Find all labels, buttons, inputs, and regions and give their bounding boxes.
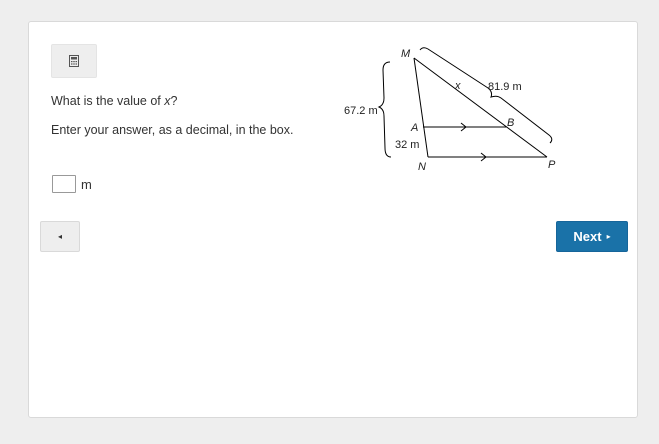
answer-row <box>52 175 92 193</box>
answer-unit: m <box>81 176 92 192</box>
previous-button[interactable] <box>40 221 80 252</box>
question-prefix: What is the value of <box>51 94 165 108</box>
label-A: A <box>411 122 419 134</box>
calculator-button[interactable] <box>51 44 97 78</box>
length-MN: 67.2 m <box>344 105 378 117</box>
next-button-label: Next <box>573 229 602 244</box>
label-P: P <box>548 159 556 171</box>
label-B: B <box>507 117 515 129</box>
label-N: N <box>418 161 426 173</box>
side-MP <box>414 58 547 157</box>
brace-MN <box>379 62 391 157</box>
question-text <box>51 94 177 108</box>
right-arrow-icon: ▸ <box>606 232 611 241</box>
calculator-icon <box>69 55 79 67</box>
question-suffix: ? <box>170 94 178 108</box>
instruction-text: Enter your answer, as a decimal, in the box. <box>51 123 294 137</box>
question-variable: x <box>164 94 171 108</box>
answer-input[interactable] <box>52 175 76 193</box>
length-AN: 32 m <box>395 139 420 151</box>
length-MP: 81.9 m <box>488 81 522 93</box>
label-M: M <box>401 48 411 60</box>
question-card <box>28 21 638 418</box>
next-button[interactable] <box>556 221 628 252</box>
brace-MP <box>420 48 552 143</box>
left-arrow-icon: ◂ <box>57 232 62 241</box>
triangle-diagram <box>341 40 571 175</box>
label-x: x <box>455 80 461 92</box>
